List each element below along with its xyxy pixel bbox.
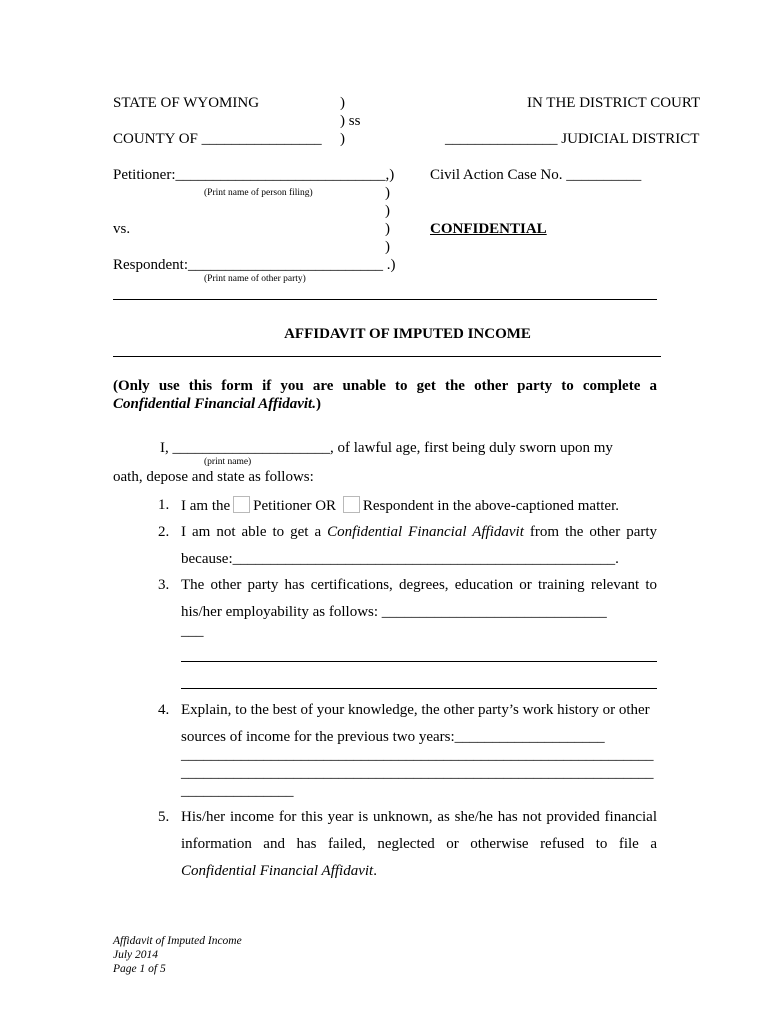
caption-divider [113,299,657,300]
petitioner-field: Petitioner:____________________________,) [113,167,395,183]
respondent-checkbox[interactable] [343,496,360,513]
petitioner-hint: (Print name of person filing) [204,188,313,198]
item-number: 2. [158,524,170,540]
item-2-line-1: I am not able to get a Confidential Financial Affidavit from the other party [181,524,658,540]
respondent-hint: (Print name of other party) [204,274,306,284]
caption-paren: ) [340,131,345,147]
item-4-line-5: _______________ [181,783,294,799]
item-number: 5. [158,809,170,825]
caption-paren: ) [385,203,390,219]
state-label: STATE OF WYOMING [113,95,260,111]
instruction-line-2: Confidential Financial Affidavit.) [113,396,321,412]
title-rule-short [113,356,156,357]
item-4-line-1: Explain, to the best of your knowledge, the other party’s work history or other [181,702,650,718]
confidential-label: CONFIDENTIAL [430,221,547,237]
item-3-line-3: ___ [181,623,204,639]
case-number-field: Civil Action Case No. __________ [430,167,642,183]
caption-paren: ) [385,239,390,255]
page-title: AFFIDAVIT OF IMPUTED INCOME [284,326,531,342]
item-number: 1. [158,497,170,513]
vs-label: vs. [113,221,131,237]
item-1: I am the Petitioner OR Respondent in the above-captioned matter. [181,498,619,514]
caption-paren: ) [340,95,345,111]
item-3-line-1: The other party has certifications, degrees, education or training relevant to [181,577,657,593]
affiant-name-line: I, _____________________, of lawful age, first being duly sworn upon my [160,440,613,456]
footer-date: July 2014 [113,949,159,961]
footer-title: Affidavit of Imputed Income [113,935,242,947]
caption-paren: ) [385,221,390,237]
title-rule [156,356,661,357]
item-5-line-3: Confidential Financial Affidavit. [181,863,377,879]
item-5-line-1: His/her income for this year is unknown, as she/he has not provided financial [181,809,657,825]
county-label: COUNTY OF ________________ [113,131,322,147]
item-5-line-2: information and has failed, neglected or otherwise refused to file a [181,836,657,852]
intro-line-2: oath, depose and state as follows: [113,469,314,485]
caption-ss: ) ss [340,113,361,129]
item-4-line-3: _______________________________________________________________ [181,747,654,763]
petitioner-checkbox[interactable] [233,496,250,513]
item-4-line-4: _______________________________________________________________ [181,765,654,781]
caption-paren: ) [385,185,390,201]
item-3-blank-line [181,688,657,689]
judicial-district-label: _______________ JUDICIAL DISTRICT [445,131,700,147]
respondent-field: Respondent:__________________________ .) [113,257,396,273]
affiant-name-hint: (print name) [204,457,252,467]
item-3-line-2: his/her employability as follows: ______________________________ [181,604,607,620]
instruction-line: (Only use this form if you are unable to get the other party to complete a [113,378,657,394]
item-2-line-2: because:___________________________________________________. [181,551,619,567]
court-label: IN THE DISTRICT COURT [527,95,701,111]
footer-page-number: Page 1 of 5 [113,963,166,975]
item-3-blank-line [181,661,657,662]
item-number: 4. [158,702,170,718]
item-number: 3. [158,577,170,593]
item-4-line-2: sources of income for the previous two years:____________________ [181,729,605,745]
